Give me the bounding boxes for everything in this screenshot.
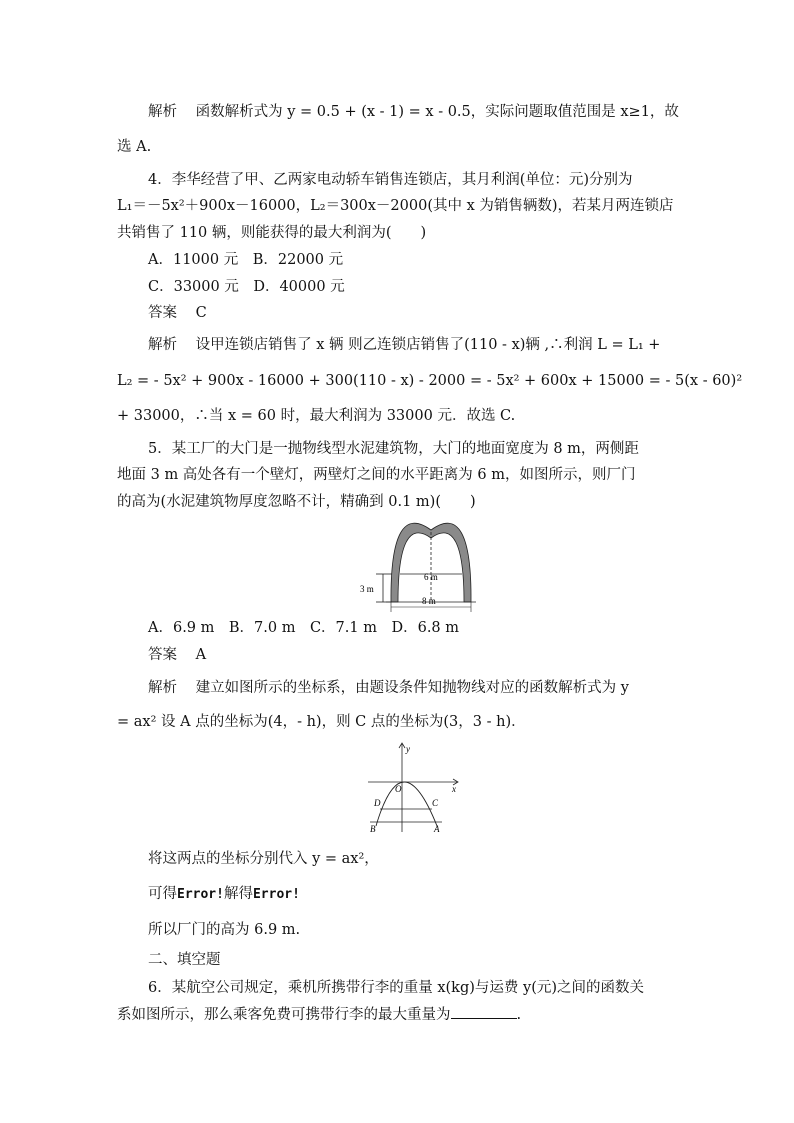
q4-options-line-1: A．11000 元 B．22000 元 (148, 252, 344, 268)
q4-answer (148, 303, 207, 323)
q6-stem-end: . (516, 1007, 522, 1023)
analysis-label: 解析 (148, 337, 177, 353)
q5-stem-line-1: 5．某工厂的大门是一抛物线型水泥建筑物，大门的地面宽度为 8 m，两侧距 (148, 441, 639, 457)
y-axis-label: y (406, 744, 410, 754)
origin-label: O (395, 784, 402, 794)
analysis-label: 解析 (148, 680, 177, 696)
q4-options-line-2: C．33000 元 D．40000 元 (148, 279, 345, 295)
error-text-2: Error! (252, 887, 300, 902)
point-c-label: C (432, 798, 439, 808)
step-prefix: 可得 (148, 886, 177, 902)
q5-step-1: 将这两点的坐标分别代入 y = ax²， (148, 851, 379, 867)
width-label: 8 m (422, 596, 436, 606)
q6-stem-text: 系如图所示，那么乘客免费可携带行李的最大重量为 (117, 1007, 451, 1023)
q5-analysis-line-1 (148, 678, 629, 698)
q6-stem-line-1: 6．某航空公司规定，乘机所携带行李的重量 x(kg)与运费 y(元)之间的函数关 (148, 980, 645, 996)
error-text-1: Error! (177, 887, 224, 902)
point-a-label: A (434, 824, 440, 834)
q4-stem-line-2: L₁＝－5x²＋900x－16000，L₂＝300x－2000(其中 x 为销售辆数)，若某月两连锁店 (117, 198, 674, 214)
q4-analysis-line-2: L₂ = - 5x² + 900x - 16000 + 300(110 - x) - 2000 = - 5x² + 600x + 15000 = - 5(x - 60)² (117, 373, 743, 389)
analysis-text: 设甲连锁店销售了 x 辆 则乙连锁店销售了(110 - x)辆 ,∴利润 L = L₁ + (195, 337, 661, 353)
q6-stem-line-2 (117, 1004, 521, 1025)
gate-figure (356, 520, 476, 612)
q5-stem-line-2: 地面 3 m 高处各有一个壁灯，两壁灯之间的水平距离为 6 m，如图所示，则厂门 (117, 467, 636, 483)
q5-step-2 (148, 884, 300, 905)
analysis-text: 建立如图所示的坐标系，由题设条件知抛物线对应的函数解析式为 y (195, 680, 629, 696)
step-mid: 解得 (223, 886, 253, 902)
x-axis-label: x (452, 784, 456, 794)
q5-answer (148, 645, 206, 665)
q5-stem-line-3: 的高为(水泥建筑物厚度忽略不计，精确到 0.1 m)( ) (117, 494, 476, 510)
answer-value: C (195, 305, 207, 321)
parabola-figure (366, 742, 466, 834)
q5-step-3: 所以厂门的高为 6.9 m. (148, 922, 301, 938)
q4-stem-line-1: 4．李华经营了甲、乙两家电动轿车销售连锁店，其月利润(单位：元)分别为 (148, 172, 633, 188)
analysis-label: 解析 (148, 104, 177, 120)
point-b-label: B (370, 824, 376, 834)
q3-analysis-line-2: 选 A. (117, 139, 152, 155)
q4-analysis-line-1 (148, 335, 660, 355)
q3-analysis-line-1 (148, 102, 679, 122)
answer-label: 答案 (148, 305, 177, 321)
answer-blank (451, 1004, 517, 1019)
height-label: 3 m (360, 584, 374, 594)
q5-options-line-1: A．6.9 m B．7.0 m C．7.1 m D．6.8 m (148, 620, 460, 636)
q5-analysis-line-2: = ax² 设 A 点的坐标为(4，- h)，则 C 点的坐标为(3，3 - h)． (117, 714, 526, 730)
parabola-curve (376, 782, 437, 826)
q4-stem-line-3: 共销售了 110 辆，则能获得的最大利润为( ) (117, 225, 427, 241)
lamp-distance-label: 6 m (424, 572, 438, 582)
q4-analysis-line-3: + 33000，∴当 x = 60 时，最大利润为 33000 元．故选 C. (117, 408, 516, 424)
answer-label: 答案 (148, 647, 177, 663)
answer-value: A (195, 647, 207, 663)
analysis-text: 函数解析式为 y = 0.5 + (x - 1) = x - 0.5，实际问题取值范围是 x≥1，故 (195, 104, 679, 120)
section-title: 二、填空题 (148, 952, 221, 968)
point-d-label: D (374, 798, 381, 808)
